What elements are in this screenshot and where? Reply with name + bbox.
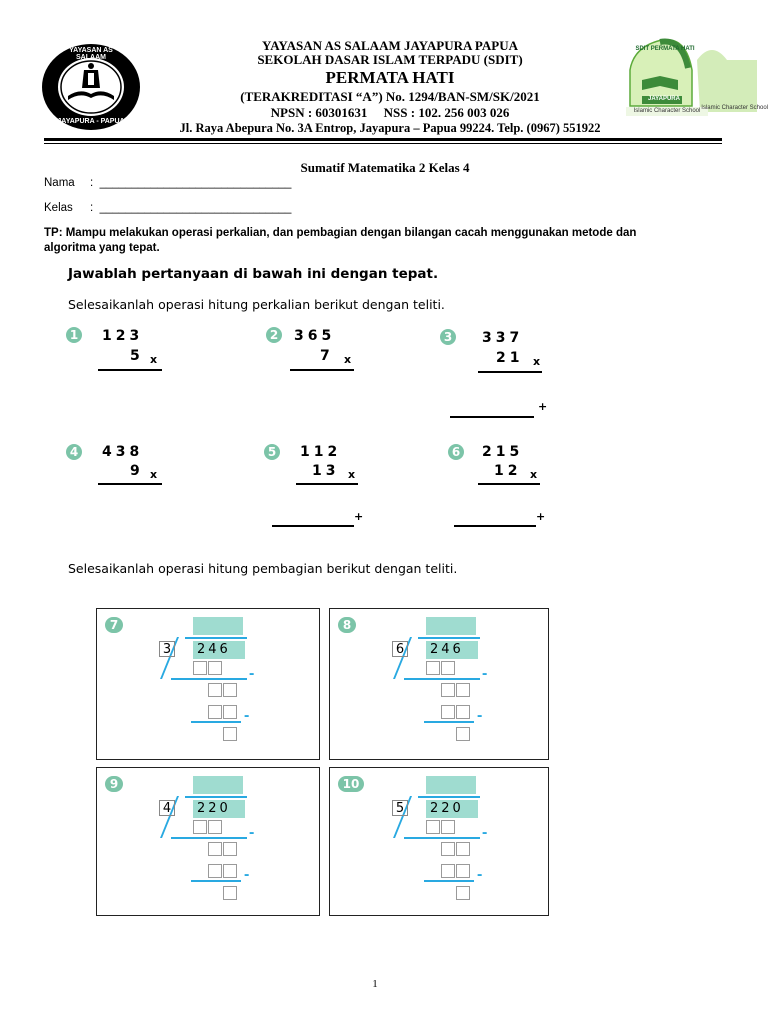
problem-number-badge: 8 [338, 617, 356, 633]
subtraction-line [171, 678, 247, 680]
divisor: 3 [159, 641, 175, 657]
times-sign: x [530, 468, 538, 481]
right-logo-tagline: Islamic Character School [626, 107, 708, 116]
worksheet-title: Sumatif Matematika 2 Kelas 4 [300, 160, 470, 175]
multiplication-problem-4 [66, 440, 176, 490]
header-rule-thick [44, 138, 722, 141]
division-problem-7 [96, 608, 320, 760]
answer-cell[interactable] [441, 820, 455, 834]
remainder-cell[interactable] [456, 886, 470, 900]
answer-cell[interactable] [456, 705, 470, 719]
multiplier: 13 [312, 463, 340, 479]
multiplicand: 365 [294, 328, 336, 344]
division-intro: Selesaikanlah operasi hitung pembagian berikut dengan teliti. [68, 561, 458, 576]
multiplicand: 438 [102, 444, 144, 460]
multiplier: 5 [130, 348, 144, 364]
subtraction-line [191, 721, 241, 723]
yayasan-logo [40, 42, 142, 132]
plus-sign: + [536, 510, 546, 523]
minus-sign: - [244, 866, 250, 883]
times-sign: x [150, 468, 158, 481]
problem-number-badge: 4 [66, 444, 82, 460]
school-address: Jl. Raya Abepura No. 3A Entrop, Jayapura – Papua 99224. Telp. (0967) 551922 [179, 121, 601, 135]
remainder-cell[interactable] [456, 727, 470, 741]
subtraction-line [404, 678, 480, 680]
remainder-cell[interactable] [223, 886, 237, 900]
dividend: 220 [430, 801, 464, 816]
accreditation: (TERAKREDITASI “A”) No. 1294/BAN-SM/SK/2021 [240, 89, 540, 104]
multiplication-problem-5 [262, 440, 372, 530]
answer-cell[interactable] [441, 683, 455, 697]
multiplication-problem-6 [446, 440, 556, 530]
multiplication-problem-3 [438, 326, 558, 422]
school-type: SEKOLAH DASAR ISLAM TERPADU (SDIT) [257, 52, 523, 67]
subtraction-line [171, 837, 247, 839]
division-bracket-top [418, 796, 480, 798]
answer-cell[interactable] [208, 683, 222, 697]
minus-sign: - [482, 665, 488, 682]
division-problem-8 [329, 608, 549, 760]
name-field[interactable]: : ______________________________ [90, 177, 292, 189]
problem-number-badge: 6 [448, 444, 464, 460]
division-bracket-top [185, 637, 247, 639]
sum-line [272, 525, 354, 527]
answer-cell[interactable] [193, 820, 207, 834]
plus-sign: + [354, 510, 364, 523]
problem-number-badge: 5 [264, 444, 280, 460]
name-label: Nama [44, 177, 75, 189]
answer-cell[interactable] [441, 661, 455, 675]
multiplicand: 112 [300, 444, 342, 460]
minus-sign: - [477, 866, 483, 883]
answer-cell[interactable] [208, 705, 222, 719]
divisor: 5 [392, 800, 408, 816]
minus-sign: - [249, 665, 255, 682]
answer-cell[interactable] [223, 705, 237, 719]
answer-cell[interactable] [223, 864, 237, 878]
class-field[interactable]: : ______________________________ [90, 202, 292, 214]
minus-sign: - [244, 707, 250, 724]
dividend: 246 [430, 642, 464, 657]
multiplicand: 123 [102, 328, 144, 344]
dividend: 220 [197, 801, 231, 816]
learning-objective: TP: Mampu melakukan operasi perkalian, dan pembagian dengan bilangan cacah menggunakan metode dan algoritma yang tepat. [44, 227, 637, 254]
quotient-box[interactable] [426, 617, 476, 635]
multiplicand: 337 [482, 330, 524, 346]
divisor: 4 [159, 800, 175, 816]
divisor: 6 [392, 641, 408, 657]
answer-cell[interactable] [223, 683, 237, 697]
partial-product-line [478, 483, 540, 485]
answer-line [98, 369, 162, 371]
division-bracket-top [185, 796, 247, 798]
minus-sign: - [249, 824, 255, 841]
division-problem-10 [329, 767, 549, 916]
multiplication-intro: Selesaikanlah operasi hitung perkalian berikut dengan teliti. [68, 297, 445, 312]
instruction-heading: Jawablah pertanyaan di bawah ini dengan tepat. [68, 266, 439, 282]
dividend: 246 [197, 642, 231, 657]
problem-number-badge: 2 [266, 327, 282, 343]
answer-line [98, 483, 162, 485]
problem-number-badge: 1 [66, 327, 82, 343]
quotient-box[interactable] [193, 617, 243, 635]
right-logo-city: JAYAPURA [648, 96, 680, 102]
partial-product-line [478, 371, 542, 373]
sum-line [454, 525, 536, 527]
answer-cell[interactable] [208, 661, 222, 675]
answer-cell[interactable] [223, 842, 237, 856]
problem-number-badge: 3 [440, 329, 456, 345]
problem-number-badge: 7 [105, 617, 123, 633]
left-logo-top-text: YAYASAN AS SALAAM [69, 47, 113, 61]
minus-sign: - [477, 707, 483, 724]
multiplier: 9 [130, 463, 144, 479]
multiplier: 21 [496, 350, 524, 366]
subtraction-line [404, 837, 480, 839]
answer-line [290, 369, 354, 371]
multiplier: 12 [494, 463, 522, 479]
right-logo-tagline-partial: Islamic Character School [701, 105, 768, 111]
subtraction-line [424, 721, 474, 723]
school-name: PERMATA HATI [325, 68, 455, 87]
quotient-box[interactable] [193, 776, 243, 794]
times-sign: x [344, 353, 352, 366]
answer-cell[interactable] [441, 842, 455, 856]
problem-number-badge: 10 [338, 776, 364, 792]
sum-line [450, 416, 534, 418]
subtraction-line [424, 880, 474, 882]
permata-hati-logo [622, 40, 768, 120]
quotient-box[interactable] [426, 776, 476, 794]
answer-cell[interactable] [456, 864, 470, 878]
subtraction-line [191, 880, 241, 882]
minus-sign: - [482, 824, 488, 841]
answer-cell[interactable] [208, 842, 222, 856]
answer-cell[interactable] [208, 864, 222, 878]
left-logo-bottom-text: JAYAPURA - PAPUA [57, 118, 125, 125]
remainder-cell[interactable] [223, 727, 237, 741]
answer-cell[interactable] [456, 842, 470, 856]
multiplier: 7 [320, 348, 334, 364]
answer-cell[interactable] [456, 683, 470, 697]
times-sign: x [533, 355, 541, 368]
times-sign: x [348, 468, 356, 481]
right-logo-top-text: SDIT PERMATA HATI [635, 46, 695, 52]
answer-cell[interactable] [426, 661, 440, 675]
partial-product-line [296, 483, 358, 485]
answer-cell[interactable] [441, 864, 455, 878]
foundation-name: YAYASAN AS SALAAM JAYAPURA PAPUA [262, 38, 518, 53]
answer-cell[interactable] [441, 705, 455, 719]
answer-cell[interactable] [426, 820, 440, 834]
division-problem-9 [96, 767, 320, 916]
plus-sign: + [538, 400, 548, 413]
answer-cell[interactable] [193, 661, 207, 675]
npsn-nss: NPSN : 60301631 NSS : 102. 256 003 026 [270, 105, 510, 120]
multiplication-problem-2 [266, 326, 376, 376]
multiplication-problem-1 [66, 326, 176, 376]
multiplicand: 215 [482, 444, 524, 460]
class-label: Kelas [44, 202, 73, 214]
answer-cell[interactable] [208, 820, 222, 834]
header-rule-thin [44, 143, 722, 144]
problem-number-badge: 9 [105, 776, 123, 792]
page-number: 1 [372, 978, 378, 990]
times-sign: x [150, 353, 158, 366]
division-bracket-top [418, 637, 480, 639]
